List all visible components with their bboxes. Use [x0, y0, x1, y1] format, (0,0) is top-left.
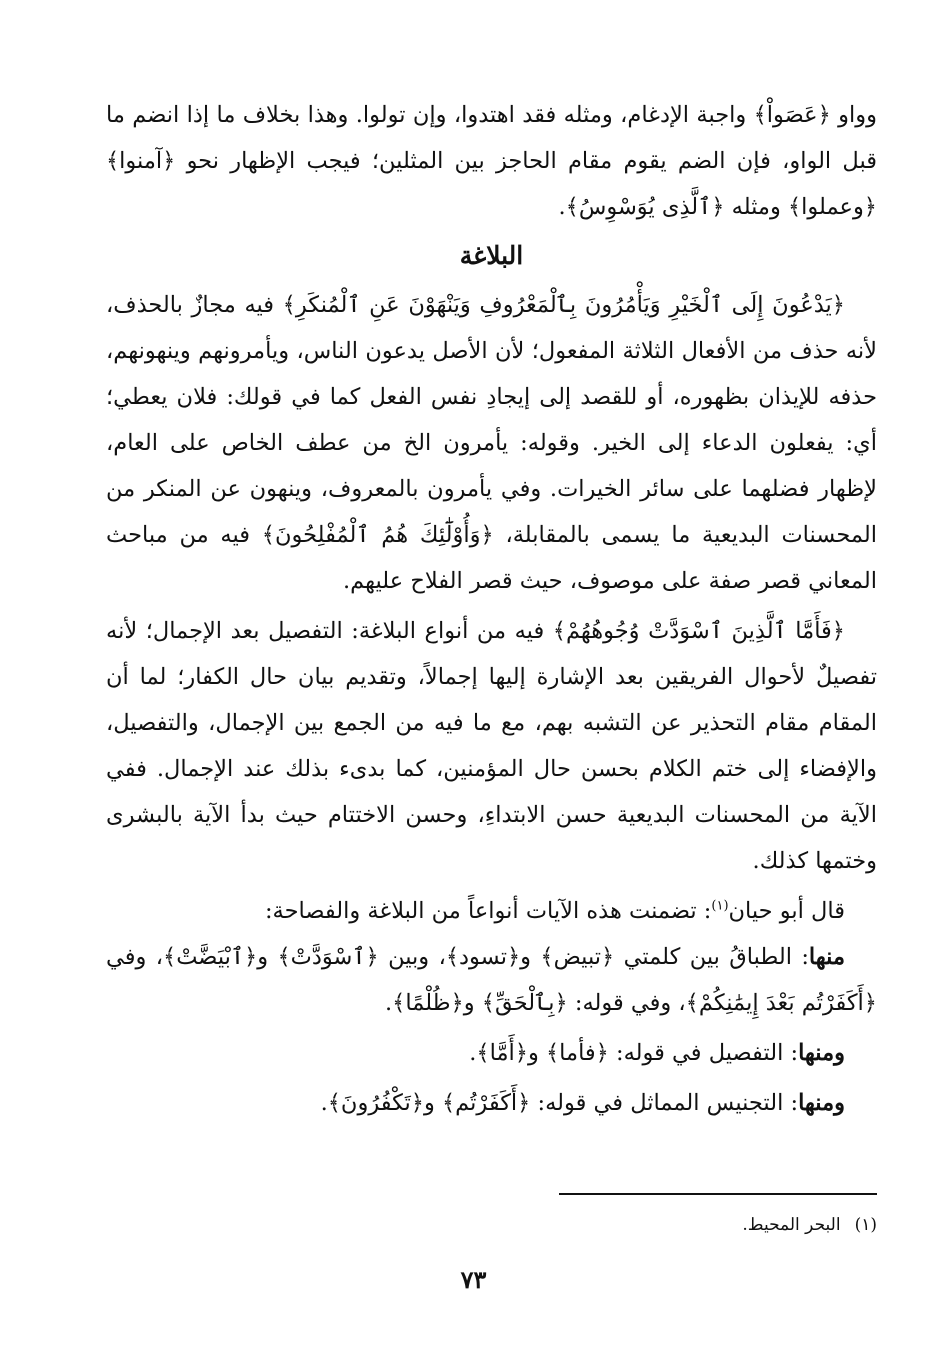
- rhetoric-item-lead: منها: [808, 944, 845, 970]
- rhetoric-item-lead: ومنها: [798, 1090, 845, 1116]
- quote-intro-after: : تضمنت هذه الآيات أنواعاً من البلاغة والفصاحة:: [264, 898, 712, 924]
- quote-intro-before: قال أبو حيان: [728, 898, 845, 924]
- rhetoric-item-text: : الطباقُ بين كلمتي ﴿تبيض﴾ و﴿تسود﴾، وبين ﴿ٱسْوَدَّتْ﴾ و﴿ٱبْيَضَّتْ﴾، وفي ﴿أَكَفَرْتُم بَعْدَ إِيمَٰنِكُمْ﴾، وفي قوله: ﴿بِٱلْحَقِّ﴾ و﴿ظُلْمًا﴾.: [106, 944, 877, 1016]
- paragraph-yadoon: ﴿يَدْعُونَ إِلَى ٱلْخَيْرِ وَيَأْمُرُونَ بِٱلْمَعْرُوفِ وَيَنْهَوْنَ عَنِ ٱلْمُنكَرِ﴾ فيه مجازٌ بالحذف، لأنه حذف من الأفعال الثلاثة المفعول؛ لأن الأصل يدعون الناس، ويأمرونهم وينهونهم، حذفه للإيذان بظهوره، أو للقصد إلى إيجادِ نفس الفعل كما في قولك: فلان يعطي؛ أي: يفعلون الدعاء إلى الخير. وقوله: يأمرون الخ من عطف الخاص على العام، لإظهار فضلهما على سائر الخيرات. وفي يأمرون بالمعروف، وينهون عن المنكر من المحسنات البديعية ما يسمى بالمقابلة، ﴿وَأُوْلَٰٓئِكَ هُمُ ٱلْمُفْلِحُونَ﴾ فيه من مباحث المعاني قصر صفة على موصوف، حيث قصر الفلاح عليهم.: [106, 292, 877, 594]
- rhetoric-item-lead: ومنها: [798, 1040, 845, 1066]
- footnote-reference[interactable]: (١): [711, 898, 729, 914]
- paragraph-waw-idgham: وواو ﴿عَصَواْ﴾ واجبة الإدغام، ومثله فقد اهتدوا، وإن تولوا. وهذا بخلاف ما إذا انضم ما قبل الواو، فإن الضم يقوم مقام الحاجز بين المثلين؛ فيجب الإظهار نحو ﴿آمنوا﴾ ﴿وعملوا﴾ ومثله ﴿ٱلَّذِى يُوَسْوِسُ﴾.: [106, 102, 877, 220]
- quote-intro: [106, 888, 877, 934]
- rhetoric-item-tajnis: [106, 1080, 877, 1126]
- rhetoric-item-text: : التفصيل في قوله: ﴿فأما﴾ و﴿أَمَّا﴾.: [469, 1040, 799, 1066]
- footnote-text: البحر المحيط.: [742, 1215, 841, 1235]
- paragraph-faamma: ﴿فَأَمَّا ٱلَّذِينَ ٱسْوَدَّتْ وُجُوهُهُمْ﴾ فيه من أنواع البلاغة: التفصيل بعد الإجمال؛ لأنه تفصيلٌ لأحوال الفريقين بعد الإشارة إليها إجمالاً، وتقديم بيان حال الكفار؛ لما أن المقام مقام التحذير عن التشبه بهم، مع ما فيه من الجمع بين الإجمال، والتفصيل، والإفضاء إلى ختم الكلام بحسن حال المؤمنين، كما بدىء بذلك عند الإجمال. ففي الآية من المحسنات البديعية حسن الابتداءِ، وحسن الاختتام حيث بدأ الآية بالبشرى وختمها كذلك.: [106, 618, 877, 874]
- rhetoric-item-tibaq: [106, 934, 877, 1026]
- rhetoric-item-tafsil: [106, 1030, 877, 1076]
- page-body: [106, 92, 877, 1126]
- footnote-divider: [559, 1193, 877, 1195]
- section-heading-balagha: البلاغة: [459, 241, 524, 270]
- page-number: ٧٣: [460, 1265, 487, 1294]
- rhetoric-item-text: : التجنيس المماثل في قوله: ﴿أَكَفَرْتُم﴾ و﴿تَكْفُرُونَ﴾.: [320, 1090, 799, 1116]
- footnote: [106, 1212, 877, 1238]
- footnote-number: (١): [854, 1215, 877, 1235]
